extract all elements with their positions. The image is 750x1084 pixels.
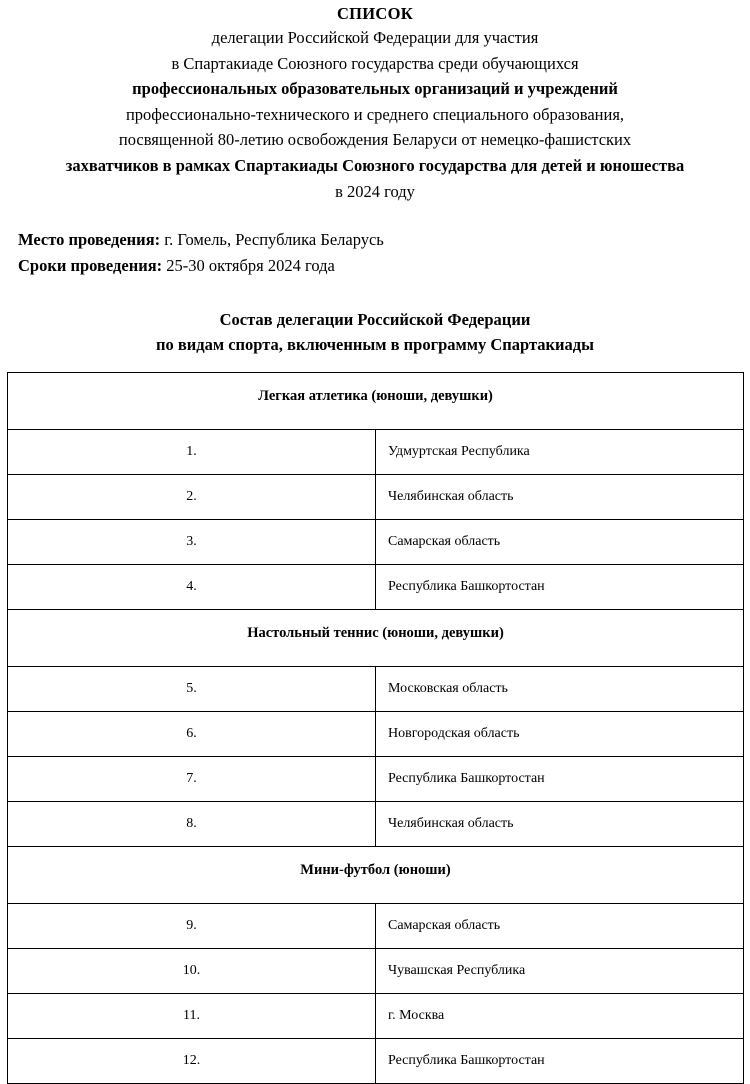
- row-number-cell: 10.: [8, 949, 376, 994]
- table-row: [8, 949, 744, 994]
- region-name-cell: Челябинская область: [376, 802, 744, 847]
- region-name-cell: Республика Башкортостан: [376, 757, 744, 802]
- table-row: [8, 430, 744, 475]
- subtitle-line-3: профессиональных образовательных организаций и учреждений: [132, 79, 618, 99]
- row-number-cell: 4.: [8, 565, 376, 610]
- region-name-cell: Московская область: [376, 667, 744, 712]
- event-dates-label: Сроки проведения:: [18, 255, 163, 275]
- title-block: [0, 0, 750, 204]
- table-row: [8, 1039, 744, 1084]
- row-number-cell: 11.: [8, 994, 376, 1039]
- row-number-cell: 8.: [8, 802, 376, 847]
- event-dates-value: 25-30 октября 2024 года: [166, 255, 335, 275]
- row-number-cell: 6.: [8, 712, 376, 757]
- region-name-cell: г. Москва: [376, 994, 744, 1039]
- row-number-cell: 5.: [8, 667, 376, 712]
- composition-heading-line-2: по видам спорта, включенным в программу Спартакиады: [155, 334, 595, 354]
- table-row: [8, 757, 744, 802]
- region-name-cell: Республика Башкортостан: [376, 1039, 744, 1084]
- row-number-cell: 7.: [8, 757, 376, 802]
- sport-section-header-row: [8, 373, 744, 430]
- table-row: [8, 475, 744, 520]
- row-number-cell: 2.: [8, 475, 376, 520]
- sport-section-title: Настольный теннис (юноши, девушки): [8, 610, 744, 667]
- sport-section-title: Мини-футбол (юноши): [8, 847, 744, 904]
- region-name-cell: Самарская область: [376, 904, 744, 949]
- region-name-cell: Чувашская Республика: [376, 949, 744, 994]
- subtitle-line-5: посвященной 80-летию освобождения Беларуси от немецко-фашистских: [118, 130, 632, 150]
- event-place-label: Место проведения:: [18, 230, 161, 250]
- subtitle-line-7: в 2024 году: [335, 181, 415, 201]
- subtitle-line-1: делегации Российской Федерации для участия: [211, 28, 539, 47]
- table-row: [8, 712, 744, 757]
- sport-section-title: Легкая атлетика (юноши, девушки): [8, 373, 744, 430]
- event-place-row: [18, 227, 750, 253]
- region-name-cell: Республика Башкортостан: [376, 565, 744, 610]
- region-name-cell: Удмуртская Республика: [376, 430, 744, 475]
- sport-section-header-row: [8, 847, 744, 904]
- region-name-cell: Новгородская область: [376, 712, 744, 757]
- delegation-table-body: [8, 373, 744, 1084]
- table-row: [8, 802, 744, 847]
- table-row: [8, 520, 744, 565]
- subtitle-line-2: в Спартакиаде Союзного государства среди обучающихся: [171, 53, 579, 73]
- table-row: [8, 904, 744, 949]
- sport-section-header-row: [8, 610, 744, 667]
- row-number-cell: 3.: [8, 520, 376, 565]
- subtitle-line-4: профессионально-технического и среднего специального образования,: [125, 104, 625, 124]
- row-number-cell: 12.: [8, 1039, 376, 1084]
- row-number-cell: 9.: [8, 904, 376, 949]
- table-row: [8, 994, 744, 1039]
- composition-heading: [0, 308, 750, 357]
- region-name-cell: Челябинская область: [376, 475, 744, 520]
- delegation-table: [7, 372, 744, 1084]
- table-row: [8, 667, 744, 712]
- event-place-value: г. Гомель, Республика Беларусь: [164, 230, 384, 250]
- page-title: СПИСОК: [336, 4, 414, 23]
- event-meta-block: [0, 227, 750, 278]
- subtitle-line-6: захватчиков в рамках Спартакиады Союзного государства для детей и юношества: [65, 155, 685, 175]
- row-number-cell: 1.: [8, 430, 376, 475]
- region-name-cell: Самарская область: [376, 520, 744, 565]
- table-row: [8, 565, 744, 610]
- event-dates-row: [18, 253, 750, 279]
- composition-heading-line-1: Состав делегации Российской Федерации: [219, 310, 531, 330]
